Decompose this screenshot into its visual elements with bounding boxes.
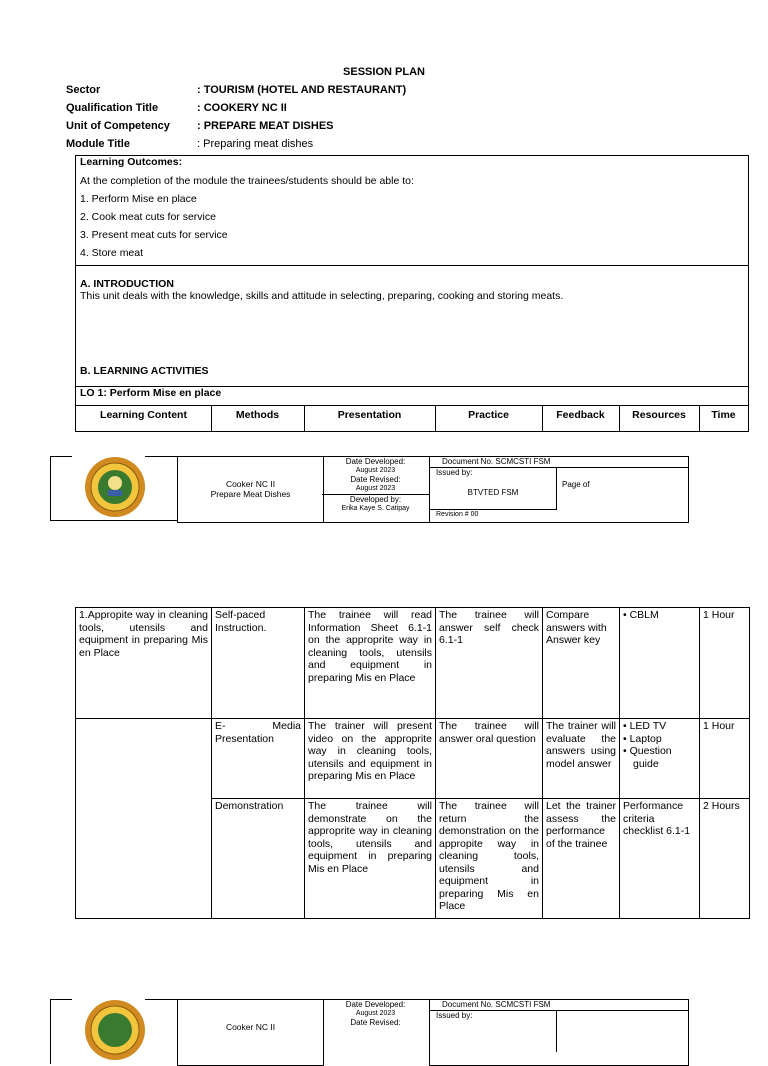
- resources-cell: [620, 719, 700, 799]
- header-info: [66, 84, 566, 156]
- resource-item: • Question guide: [623, 745, 696, 770]
- learning-outcome-item: 2. Cook meat cuts for service: [80, 211, 216, 223]
- document-cell: [429, 456, 689, 523]
- table-row: [76, 719, 750, 799]
- activities-table: [75, 607, 750, 919]
- table-row: [76, 799, 750, 919]
- activities-header-row: [76, 406, 748, 431]
- method-cell: Self-paced Instruction.: [212, 608, 305, 719]
- document-footer-2: [50, 999, 690, 1032]
- page-number: Page of: [562, 480, 590, 489]
- developed-by: Erika Kaye S. Catipay: [341, 505, 410, 512]
- learning-content-cell: [76, 799, 212, 919]
- header-value: : PREPARE MEAT DISHES: [197, 120, 334, 132]
- developed-by-label: Developed by:: [322, 494, 429, 504]
- column-header: Resources: [632, 409, 686, 421]
- column-header: Time: [711, 409, 736, 421]
- resource-item: • Laptop: [623, 733, 696, 746]
- date-developed: August 2023: [355, 467, 396, 474]
- header-label: Sector: [66, 84, 101, 96]
- learning-outcomes-intro: At the completion of the module the trainees/students should be able to:: [80, 175, 414, 187]
- learning-content-cell: [76, 719, 212, 799]
- learning-outcome-item: 3. Present meat cuts for service: [80, 229, 228, 241]
- header-value: : COOKERY NC II: [197, 102, 287, 114]
- resources-cell: Performance criteria checklist 6.1-1: [620, 799, 700, 919]
- logo-cell: [50, 456, 177, 521]
- time-cell: 2 Hours: [700, 799, 750, 919]
- lo-title: LO 1: Perform Mise en place: [80, 387, 222, 399]
- document-number: Document No. SCMCSTI FSM: [430, 1000, 688, 1011]
- dates-cell: [322, 456, 429, 523]
- header-row-qualification: [66, 102, 566, 120]
- header-label: Unit of Competency: [66, 120, 170, 132]
- course-cell: [177, 999, 324, 1066]
- column-header: Practice: [468, 409, 509, 421]
- issued-cell: [430, 468, 557, 510]
- method-cell: E- Media Presentation: [212, 719, 305, 799]
- header-row-unit: [66, 120, 566, 138]
- header-row-module: [66, 138, 566, 156]
- session-plan-box: [75, 155, 749, 432]
- footer-course: Cooker NC II: [225, 1022, 276, 1032]
- learning-outcome-item: 1. Perform Mise en place: [80, 193, 197, 205]
- column-header: Presentation: [337, 409, 402, 421]
- course-cell: [177, 456, 324, 523]
- learning-content-cell: 1.Appropite way in cleaning tools, utensils and equipment in preparing Mis en Place: [76, 608, 212, 719]
- feedback-cell: Compare answers with Answer key: [543, 608, 620, 719]
- issued-by: BTVTED FSM: [467, 488, 519, 497]
- table-row: [76, 608, 750, 719]
- header-value: : Preparing meat dishes: [197, 138, 314, 150]
- practice-cell: The trainee will answer oral question: [436, 719, 543, 799]
- issued-by-label: Issued by:: [436, 468, 473, 477]
- learning-outcomes-heading: Learning Outcomes:: [80, 156, 183, 168]
- school-seal-icon: [84, 999, 146, 1061]
- column-header: Methods: [235, 409, 280, 421]
- time-cell: 1 Hour: [700, 719, 750, 799]
- date-revised-label: Date Revised:: [350, 475, 401, 484]
- learning-activities-heading: B. LEARNING ACTIVITIES: [80, 365, 209, 377]
- resource-item: • CBLM: [623, 609, 696, 622]
- presentation-cell: The trainee will read Information Sheet 6.1-1 on the approprite way in cleaning tools, utensils and equipment in preparing Mis en Place: [305, 608, 436, 719]
- issued-by-label: Issued by:: [436, 1011, 473, 1020]
- header-row-sector: [66, 84, 566, 102]
- practice-cell: The trainee will return the demonstration on the appropite way in cleaning tools, utensils and equipment in preparing Mis en Place: [436, 799, 543, 919]
- method-cell: Demonstration: [212, 799, 305, 919]
- feedback-cell: Let the trainer assess the performance of the trainee: [543, 799, 620, 919]
- time-cell: 1 Hour: [700, 608, 750, 719]
- footer-module: Prepare Meat Dishes: [210, 489, 291, 499]
- learning-outcome-item: 4. Store meat: [80, 247, 144, 259]
- page-title: SESSION PLAN: [343, 66, 425, 78]
- divider: [76, 265, 748, 266]
- date-developed: August 2023: [355, 1010, 396, 1017]
- document-cell: [429, 999, 689, 1066]
- introduction-text: This unit deals with the knowledge, skills and attitude in selecting, preparing, cooking and storing meats.: [80, 290, 564, 302]
- footer-course: Cooker NC II: [225, 479, 276, 489]
- introduction-heading: A. INTRODUCTION: [80, 278, 174, 290]
- feedback-cell: The trainer will evaluate the answers using model answer: [543, 719, 620, 799]
- date-revised-label: Date Revised:: [350, 1018, 401, 1027]
- presentation-cell: The trainer will present video on the approprite way in cleaning tools, utensils and equipment in preparing Mis en Place: [305, 719, 436, 799]
- date-developed-label: Date Developed:: [345, 1000, 406, 1009]
- practice-cell: The trainee will answer self check 6.1-1: [436, 608, 543, 719]
- resources-cell: [620, 608, 700, 719]
- resource-item: • LED TV: [623, 720, 696, 733]
- dates-cell: [322, 999, 429, 1065]
- date-developed-label: Date Developed:: [345, 457, 406, 466]
- presentation-cell: The trainee will demonstrate on the approprite way in cleaning tools, utensils and equipment in preparing Mis en Place: [305, 799, 436, 919]
- document-number: Document No. SCMCSTI FSM: [430, 457, 688, 468]
- date-revised: August 2023: [355, 485, 396, 492]
- logo-cell: [50, 999, 177, 1064]
- revision-number: Revision # 00: [436, 511, 479, 518]
- school-seal-icon: [84, 456, 146, 518]
- column-header: Feedback: [556, 409, 605, 421]
- issued-cell: [430, 1011, 557, 1052]
- header-label: Module Title: [66, 138, 130, 150]
- header-value: : TOURISM (HOTEL AND RESTAURANT): [197, 84, 407, 96]
- header-label: Qualification Title: [66, 102, 159, 114]
- column-header: Learning Content: [100, 409, 187, 421]
